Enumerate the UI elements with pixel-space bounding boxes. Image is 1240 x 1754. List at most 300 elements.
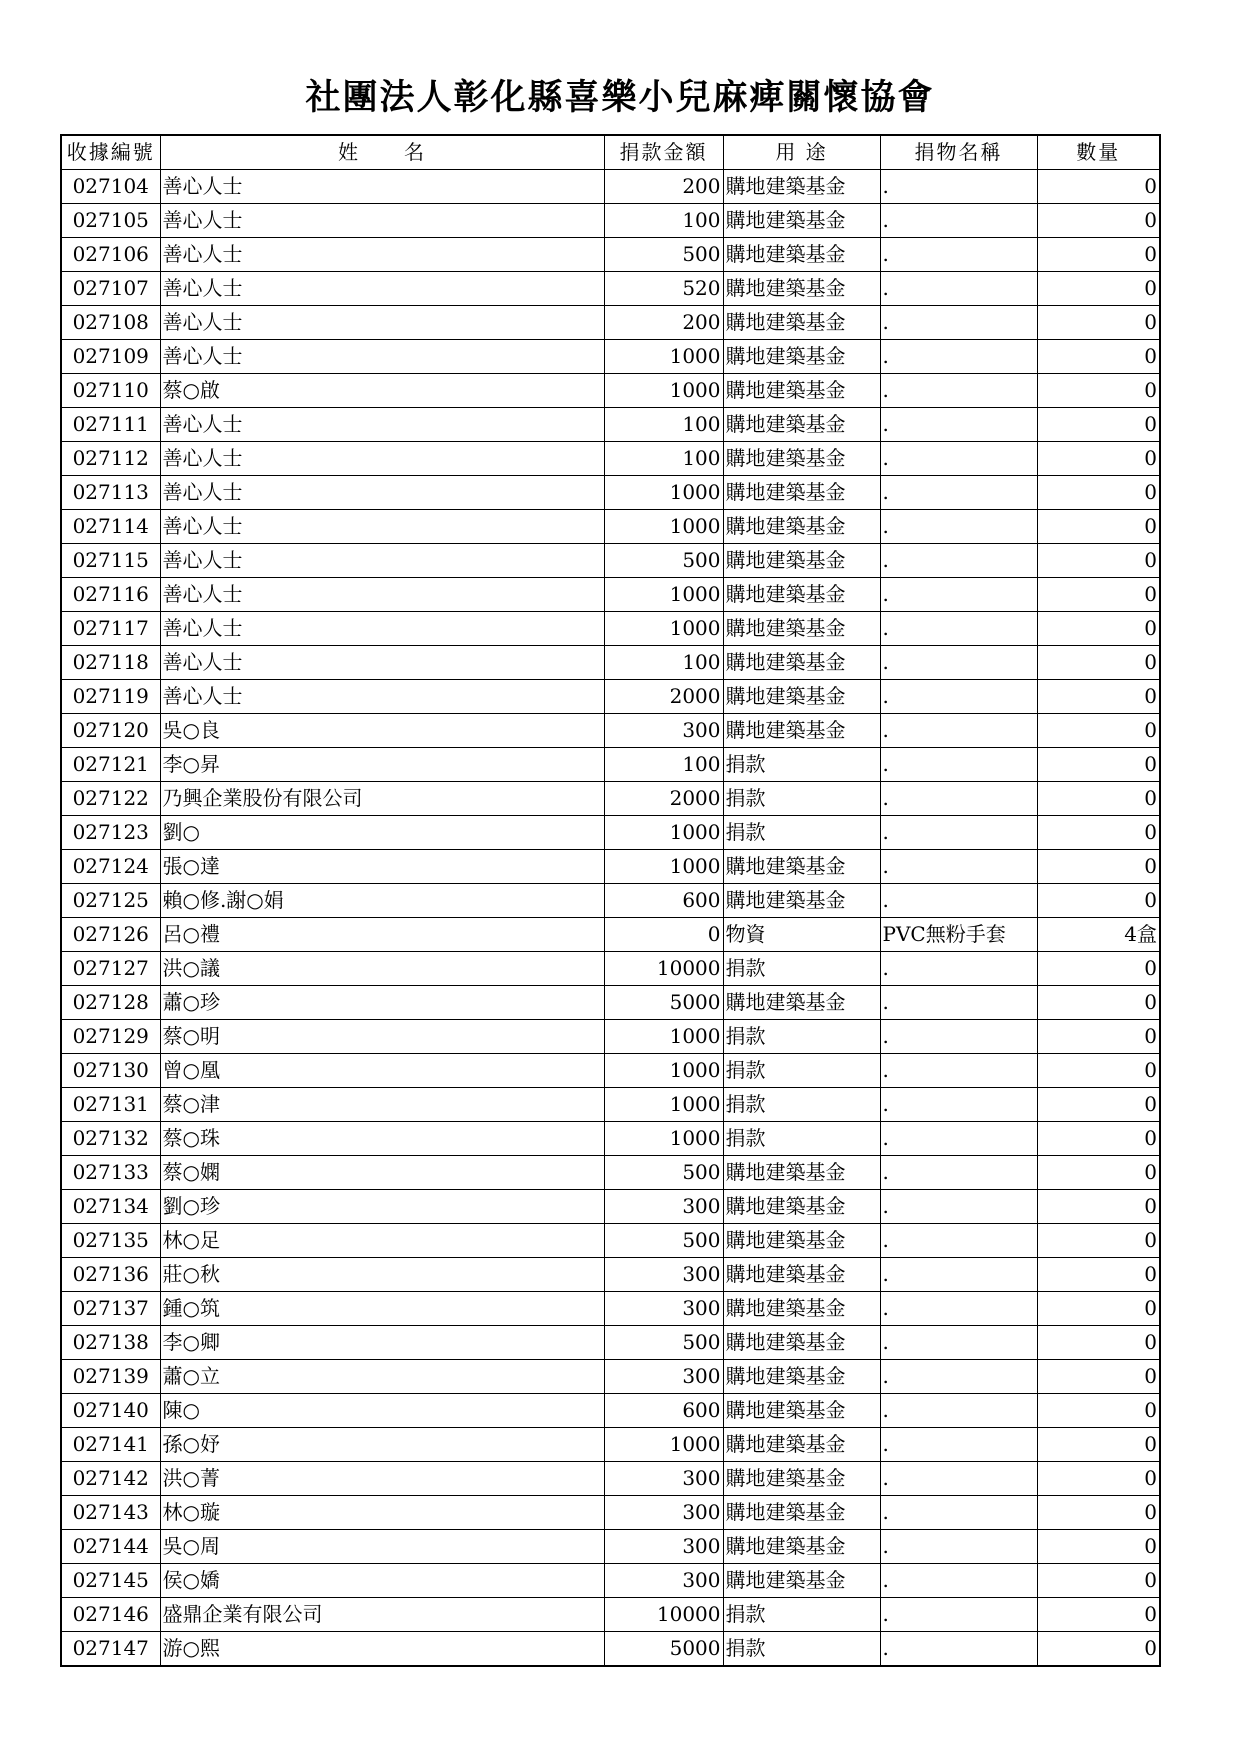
donor-name-cell: 善心人士 <box>160 272 604 306</box>
purpose-cell: 購地建築基金 <box>723 1258 880 1292</box>
amount-cell: 300 <box>604 1564 723 1598</box>
amount-cell: 100 <box>604 748 723 782</box>
donor-name-cell: 莊○秋 <box>160 1258 604 1292</box>
donor-name-cell: 張○達 <box>160 850 604 884</box>
amount-cell: 1000 <box>604 816 723 850</box>
item-name-cell: . <box>880 748 1037 782</box>
receipt-no-cell: 027144 <box>61 1530 160 1564</box>
item-name-cell: . <box>880 646 1037 680</box>
amount-cell: 5000 <box>604 1632 723 1667</box>
donor-name-cell: 善心人士 <box>160 238 604 272</box>
receipt-no-cell: 027146 <box>61 1598 160 1632</box>
item-name-cell: . <box>880 272 1037 306</box>
receipt-no-cell: 027135 <box>61 1224 160 1258</box>
receipt-no-cell: 027137 <box>61 1292 160 1326</box>
donor-name-cell: 蔡○明 <box>160 1020 604 1054</box>
quantity-cell: 0 <box>1037 1054 1160 1088</box>
amount-cell: 1000 <box>604 1054 723 1088</box>
receipt-no-cell: 027141 <box>61 1428 160 1462</box>
quantity-cell: 0 <box>1037 816 1160 850</box>
purpose-cell: 購地建築基金 <box>723 612 880 646</box>
donor-name-cell: 林○足 <box>160 1224 604 1258</box>
table-row <box>61 714 1160 748</box>
receipt-no-cell: 027115 <box>61 544 160 578</box>
item-name-cell: . <box>880 1088 1037 1122</box>
donor-name-cell: 劉○ <box>160 816 604 850</box>
item-name-cell: . <box>880 1530 1037 1564</box>
item-name-cell: . <box>880 1122 1037 1156</box>
item-name-cell: . <box>880 578 1037 612</box>
table-row <box>61 782 1160 816</box>
receipt-no-cell: 027122 <box>61 782 160 816</box>
receipt-no-cell: 027126 <box>61 918 160 952</box>
quantity-cell: 0 <box>1037 272 1160 306</box>
quantity-cell: 0 <box>1037 1190 1160 1224</box>
item-name-cell: . <box>880 1190 1037 1224</box>
item-name-cell: . <box>880 1394 1037 1428</box>
receipt-no-cell: 027118 <box>61 646 160 680</box>
amount-cell: 1000 <box>604 374 723 408</box>
item-name-cell: . <box>880 714 1037 748</box>
table-row <box>61 884 1160 918</box>
quantity-cell: 0 <box>1037 1156 1160 1190</box>
donor-name-cell: 善心人士 <box>160 544 604 578</box>
table-row <box>61 476 1160 510</box>
purpose-cell: 購地建築基金 <box>723 1394 880 1428</box>
purpose-cell: 購地建築基金 <box>723 476 880 510</box>
table-row <box>61 1394 1160 1428</box>
donor-name-cell: 李○昇 <box>160 748 604 782</box>
donor-name-cell: 蕭○珍 <box>160 986 604 1020</box>
amount-cell: 300 <box>604 1360 723 1394</box>
table-row <box>61 1054 1160 1088</box>
purpose-cell: 購地建築基金 <box>723 1326 880 1360</box>
item-name-cell: . <box>880 850 1037 884</box>
quantity-cell: 0 <box>1037 510 1160 544</box>
purpose-cell: 購地建築基金 <box>723 272 880 306</box>
item-name-cell: . <box>880 408 1037 442</box>
quantity-cell: 0 <box>1037 782 1160 816</box>
table-row <box>61 1428 1160 1462</box>
header-purpose: 用 途 <box>723 135 880 170</box>
amount-cell: 300 <box>604 1462 723 1496</box>
table-row <box>61 544 1160 578</box>
table-row <box>61 272 1160 306</box>
receipt-no-cell: 027138 <box>61 1326 160 1360</box>
purpose-cell: 捐款 <box>723 1088 880 1122</box>
receipt-no-cell: 027143 <box>61 1496 160 1530</box>
receipt-no-cell: 027140 <box>61 1394 160 1428</box>
item-name-cell: . <box>880 1598 1037 1632</box>
purpose-cell: 捐款 <box>723 952 880 986</box>
item-name-cell: PVC無粉手套 <box>880 918 1037 952</box>
item-name-cell: . <box>880 612 1037 646</box>
item-name-cell: . <box>880 544 1037 578</box>
table-row <box>61 816 1160 850</box>
item-name-cell: . <box>880 782 1037 816</box>
header-item-name: 捐物名稱 <box>880 135 1037 170</box>
receipt-no-cell: 027114 <box>61 510 160 544</box>
purpose-cell: 購地建築基金 <box>723 374 880 408</box>
purpose-cell: 購地建築基金 <box>723 510 880 544</box>
purpose-cell: 購地建築基金 <box>723 1224 880 1258</box>
item-name-cell: . <box>880 1462 1037 1496</box>
receipt-no-cell: 027107 <box>61 272 160 306</box>
quantity-cell: 0 <box>1037 544 1160 578</box>
table-row <box>61 408 1160 442</box>
item-name-cell: . <box>880 510 1037 544</box>
item-name-cell: . <box>880 1156 1037 1190</box>
amount-cell: 500 <box>604 1326 723 1360</box>
purpose-cell: 捐款 <box>723 748 880 782</box>
purpose-cell: 購地建築基金 <box>723 714 880 748</box>
purpose-cell: 購地建築基金 <box>723 1530 880 1564</box>
receipt-no-cell: 027147 <box>61 1632 160 1667</box>
amount-cell: 100 <box>604 646 723 680</box>
amount-cell: 100 <box>604 204 723 238</box>
donor-name-cell: 鍾○筑 <box>160 1292 604 1326</box>
amount-cell: 1000 <box>604 340 723 374</box>
purpose-cell: 捐款 <box>723 1632 880 1667</box>
quantity-cell: 0 <box>1037 476 1160 510</box>
donation-table <box>60 134 1161 1667</box>
receipt-no-cell: 027105 <box>61 204 160 238</box>
receipt-no-cell: 027131 <box>61 1088 160 1122</box>
amount-cell: 1000 <box>604 510 723 544</box>
purpose-cell: 購地建築基金 <box>723 340 880 374</box>
item-name-cell: . <box>880 1020 1037 1054</box>
quantity-cell: 0 <box>1037 1122 1160 1156</box>
item-name-cell: . <box>880 1360 1037 1394</box>
table-row <box>61 612 1160 646</box>
purpose-cell: 購地建築基金 <box>723 1190 880 1224</box>
receipt-no-cell: 027106 <box>61 238 160 272</box>
amount-cell: 300 <box>604 714 723 748</box>
quantity-cell: 0 <box>1037 952 1160 986</box>
receipt-no-cell: 027128 <box>61 986 160 1020</box>
table-row <box>61 1258 1160 1292</box>
purpose-cell: 捐款 <box>723 1122 880 1156</box>
table-row <box>61 748 1160 782</box>
donor-name-cell: 洪○議 <box>160 952 604 986</box>
header-name: 姓 名 <box>160 135 604 170</box>
amount-cell: 200 <box>604 170 723 204</box>
quantity-cell: 0 <box>1037 1496 1160 1530</box>
donor-name-cell: 善心人士 <box>160 442 604 476</box>
item-name-cell: . <box>880 442 1037 476</box>
quantity-cell: 0 <box>1037 850 1160 884</box>
amount-cell: 1000 <box>604 1088 723 1122</box>
purpose-cell: 購地建築基金 <box>723 578 880 612</box>
quantity-cell: 0 <box>1037 340 1160 374</box>
quantity-cell: 0 <box>1037 578 1160 612</box>
quantity-cell: 0 <box>1037 1292 1160 1326</box>
quantity-cell: 0 <box>1037 1020 1160 1054</box>
purpose-cell: 捐款 <box>723 1020 880 1054</box>
item-name-cell: . <box>880 1054 1037 1088</box>
receipt-no-cell: 027136 <box>61 1258 160 1292</box>
quantity-cell: 0 <box>1037 1462 1160 1496</box>
item-name-cell: . <box>880 1496 1037 1530</box>
donor-name-cell: 呂○禮 <box>160 918 604 952</box>
item-name-cell: . <box>880 1632 1037 1667</box>
item-name-cell: . <box>880 816 1037 850</box>
receipt-no-cell: 027133 <box>61 1156 160 1190</box>
receipt-no-cell: 027104 <box>61 170 160 204</box>
table-row <box>61 986 1160 1020</box>
receipt-no-cell: 027110 <box>61 374 160 408</box>
purpose-cell: 購地建築基金 <box>723 680 880 714</box>
donor-name-cell: 善心人士 <box>160 476 604 510</box>
quantity-cell: 0 <box>1037 1428 1160 1462</box>
purpose-cell: 購地建築基金 <box>723 1564 880 1598</box>
donor-name-cell: 善心人士 <box>160 578 604 612</box>
quantity-cell: 0 <box>1037 238 1160 272</box>
table-row <box>61 204 1160 238</box>
quantity-cell: 0 <box>1037 646 1160 680</box>
table-row <box>61 918 1160 952</box>
table-row <box>61 1224 1160 1258</box>
quantity-cell: 0 <box>1037 306 1160 340</box>
purpose-cell: 購地建築基金 <box>723 1156 880 1190</box>
amount-cell: 500 <box>604 1224 723 1258</box>
item-name-cell: . <box>880 1292 1037 1326</box>
receipt-no-cell: 027117 <box>61 612 160 646</box>
item-name-cell: . <box>880 884 1037 918</box>
receipt-no-cell: 027129 <box>61 1020 160 1054</box>
receipt-no-cell: 027119 <box>61 680 160 714</box>
amount-cell: 500 <box>604 544 723 578</box>
table-row <box>61 1190 1160 1224</box>
table-row <box>61 170 1160 204</box>
donor-name-cell: 曾○凰 <box>160 1054 604 1088</box>
receipt-no-cell: 027113 <box>61 476 160 510</box>
receipt-no-cell: 027132 <box>61 1122 160 1156</box>
amount-cell: 300 <box>604 1496 723 1530</box>
amount-cell: 2000 <box>604 782 723 816</box>
donor-name-cell: 乃興企業股份有限公司 <box>160 782 604 816</box>
table-row <box>61 510 1160 544</box>
item-name-cell: . <box>880 986 1037 1020</box>
amount-cell: 100 <box>604 408 723 442</box>
receipt-no-cell: 027134 <box>61 1190 160 1224</box>
purpose-cell: 捐款 <box>723 1054 880 1088</box>
donor-name-cell: 吳○良 <box>160 714 604 748</box>
purpose-cell: 購地建築基金 <box>723 850 880 884</box>
receipt-no-cell: 027116 <box>61 578 160 612</box>
amount-cell: 0 <box>604 918 723 952</box>
table-row <box>61 340 1160 374</box>
quantity-cell: 0 <box>1037 408 1160 442</box>
item-name-cell: . <box>880 238 1037 272</box>
purpose-cell: 物資 <box>723 918 880 952</box>
table-row <box>61 1360 1160 1394</box>
item-name-cell: . <box>880 204 1037 238</box>
quantity-cell: 0 <box>1037 680 1160 714</box>
amount-cell: 1000 <box>604 476 723 510</box>
item-name-cell: . <box>880 1326 1037 1360</box>
donor-name-cell: 善心人士 <box>160 408 604 442</box>
table-row <box>61 1326 1160 1360</box>
donor-name-cell: 蔡○珠 <box>160 1122 604 1156</box>
amount-cell: 1000 <box>604 1020 723 1054</box>
quantity-cell: 0 <box>1037 1326 1160 1360</box>
receipt-no-cell: 027120 <box>61 714 160 748</box>
donor-name-cell: 蔡○津 <box>160 1088 604 1122</box>
item-name-cell: . <box>880 1564 1037 1598</box>
table-row <box>61 306 1160 340</box>
quantity-cell: 0 <box>1037 374 1160 408</box>
amount-cell: 1000 <box>604 1428 723 1462</box>
receipt-no-cell: 027108 <box>61 306 160 340</box>
amount-cell: 1000 <box>604 1122 723 1156</box>
donor-name-cell: 李○卿 <box>160 1326 604 1360</box>
quantity-cell: 0 <box>1037 1360 1160 1394</box>
header-receipt-no: 收據編號 <box>61 135 160 170</box>
amount-cell: 500 <box>604 238 723 272</box>
item-name-cell: . <box>880 1258 1037 1292</box>
donor-name-cell: 孫○妤 <box>160 1428 604 1462</box>
purpose-cell: 購地建築基金 <box>723 408 880 442</box>
purpose-cell: 購地建築基金 <box>723 306 880 340</box>
donor-name-cell: 賴○修.謝○娟 <box>160 884 604 918</box>
donor-name-cell: 善心人士 <box>160 204 604 238</box>
amount-cell: 600 <box>604 1394 723 1428</box>
amount-cell: 10000 <box>604 952 723 986</box>
table-row <box>61 1530 1160 1564</box>
amount-cell: 300 <box>604 1258 723 1292</box>
table-row <box>61 1496 1160 1530</box>
purpose-cell: 購地建築基金 <box>723 1462 880 1496</box>
purpose-cell: 購地建築基金 <box>723 986 880 1020</box>
quantity-cell: 0 <box>1037 1394 1160 1428</box>
quantity-cell: 0 <box>1037 1224 1160 1258</box>
receipt-no-cell: 027109 <box>61 340 160 374</box>
donor-name-cell: 陳○ <box>160 1394 604 1428</box>
quantity-cell: 0 <box>1037 884 1160 918</box>
amount-cell: 1000 <box>604 850 723 884</box>
donor-name-cell: 善心人士 <box>160 646 604 680</box>
donor-name-cell: 盛鼎企業有限公司 <box>160 1598 604 1632</box>
donor-name-cell: 善心人士 <box>160 612 604 646</box>
quantity-cell: 0 <box>1037 1598 1160 1632</box>
donor-name-cell: 善心人士 <box>160 306 604 340</box>
purpose-cell: 購地建築基金 <box>723 204 880 238</box>
table-row <box>61 1122 1160 1156</box>
receipt-no-cell: 027142 <box>61 1462 160 1496</box>
receipt-no-cell: 027112 <box>61 442 160 476</box>
purpose-cell: 購地建築基金 <box>723 170 880 204</box>
amount-cell: 200 <box>604 306 723 340</box>
purpose-cell: 捐款 <box>723 1598 880 1632</box>
donor-name-cell: 劉○珍 <box>160 1190 604 1224</box>
purpose-cell: 購地建築基金 <box>723 646 880 680</box>
donor-name-cell: 洪○菁 <box>160 1462 604 1496</box>
quantity-cell: 0 <box>1037 1632 1160 1667</box>
table-row <box>61 442 1160 476</box>
purpose-cell: 購地建築基金 <box>723 442 880 476</box>
donor-name-cell: 吳○周 <box>160 1530 604 1564</box>
purpose-cell: 購地建築基金 <box>723 1428 880 1462</box>
donor-name-cell: 善心人士 <box>160 170 604 204</box>
purpose-cell: 捐款 <box>723 782 880 816</box>
receipt-no-cell: 027124 <box>61 850 160 884</box>
table-row <box>61 578 1160 612</box>
header-amount: 捐款金額 <box>604 135 723 170</box>
donor-name-cell: 游○熙 <box>160 1632 604 1667</box>
table-row <box>61 1020 1160 1054</box>
amount-cell: 300 <box>604 1292 723 1326</box>
donor-name-cell: 林○璇 <box>160 1496 604 1530</box>
table-row <box>61 374 1160 408</box>
amount-cell: 300 <box>604 1190 723 1224</box>
quantity-cell: 0 <box>1037 204 1160 238</box>
item-name-cell: . <box>880 1428 1037 1462</box>
header-quantity: 數量 <box>1037 135 1160 170</box>
purpose-cell: 購地建築基金 <box>723 1292 880 1326</box>
table-row <box>61 680 1160 714</box>
quantity-cell: 0 <box>1037 1530 1160 1564</box>
donor-name-cell: 蔡○啟 <box>160 374 604 408</box>
donor-name-cell: 善心人士 <box>160 510 604 544</box>
amount-cell: 5000 <box>604 986 723 1020</box>
amount-cell: 1000 <box>604 612 723 646</box>
receipt-no-cell: 027130 <box>61 1054 160 1088</box>
item-name-cell: . <box>880 306 1037 340</box>
quantity-cell: 0 <box>1037 1088 1160 1122</box>
amount-cell: 600 <box>604 884 723 918</box>
table-row <box>61 850 1160 884</box>
receipt-no-cell: 027123 <box>61 816 160 850</box>
purpose-cell: 購地建築基金 <box>723 1360 880 1394</box>
table-header-row <box>61 135 1160 170</box>
donor-name-cell: 蔡○嫻 <box>160 1156 604 1190</box>
receipt-no-cell: 027139 <box>61 1360 160 1394</box>
amount-cell: 500 <box>604 1156 723 1190</box>
table-row <box>61 1598 1160 1632</box>
table-row <box>61 238 1160 272</box>
amount-cell: 2000 <box>604 680 723 714</box>
quantity-cell: 0 <box>1037 442 1160 476</box>
table-row <box>61 952 1160 986</box>
quantity-cell: 0 <box>1037 748 1160 782</box>
amount-cell: 520 <box>604 272 723 306</box>
receipt-no-cell: 027121 <box>61 748 160 782</box>
item-name-cell: . <box>880 476 1037 510</box>
amount-cell: 100 <box>604 442 723 476</box>
item-name-cell: . <box>880 680 1037 714</box>
purpose-cell: 購地建築基金 <box>723 884 880 918</box>
receipt-no-cell: 027125 <box>61 884 160 918</box>
table-row <box>61 1564 1160 1598</box>
donor-name-cell: 侯○嬌 <box>160 1564 604 1598</box>
receipt-no-cell: 027111 <box>61 408 160 442</box>
purpose-cell: 捐款 <box>723 816 880 850</box>
document-title: 社團法人彰化縣喜樂小兒麻痺關懷協會 <box>305 77 935 118</box>
donor-name-cell: 善心人士 <box>160 340 604 374</box>
quantity-cell: 0 <box>1037 1258 1160 1292</box>
quantity-cell: 4盒 <box>1037 918 1160 952</box>
amount-cell: 10000 <box>604 1598 723 1632</box>
amount-cell: 300 <box>604 1530 723 1564</box>
purpose-cell: 購地建築基金 <box>723 1496 880 1530</box>
table-row <box>61 1632 1160 1667</box>
donor-name-cell: 蕭○立 <box>160 1360 604 1394</box>
table-row <box>61 1292 1160 1326</box>
item-name-cell: . <box>880 952 1037 986</box>
quantity-cell: 0 <box>1037 1564 1160 1598</box>
purpose-cell: 購地建築基金 <box>723 544 880 578</box>
